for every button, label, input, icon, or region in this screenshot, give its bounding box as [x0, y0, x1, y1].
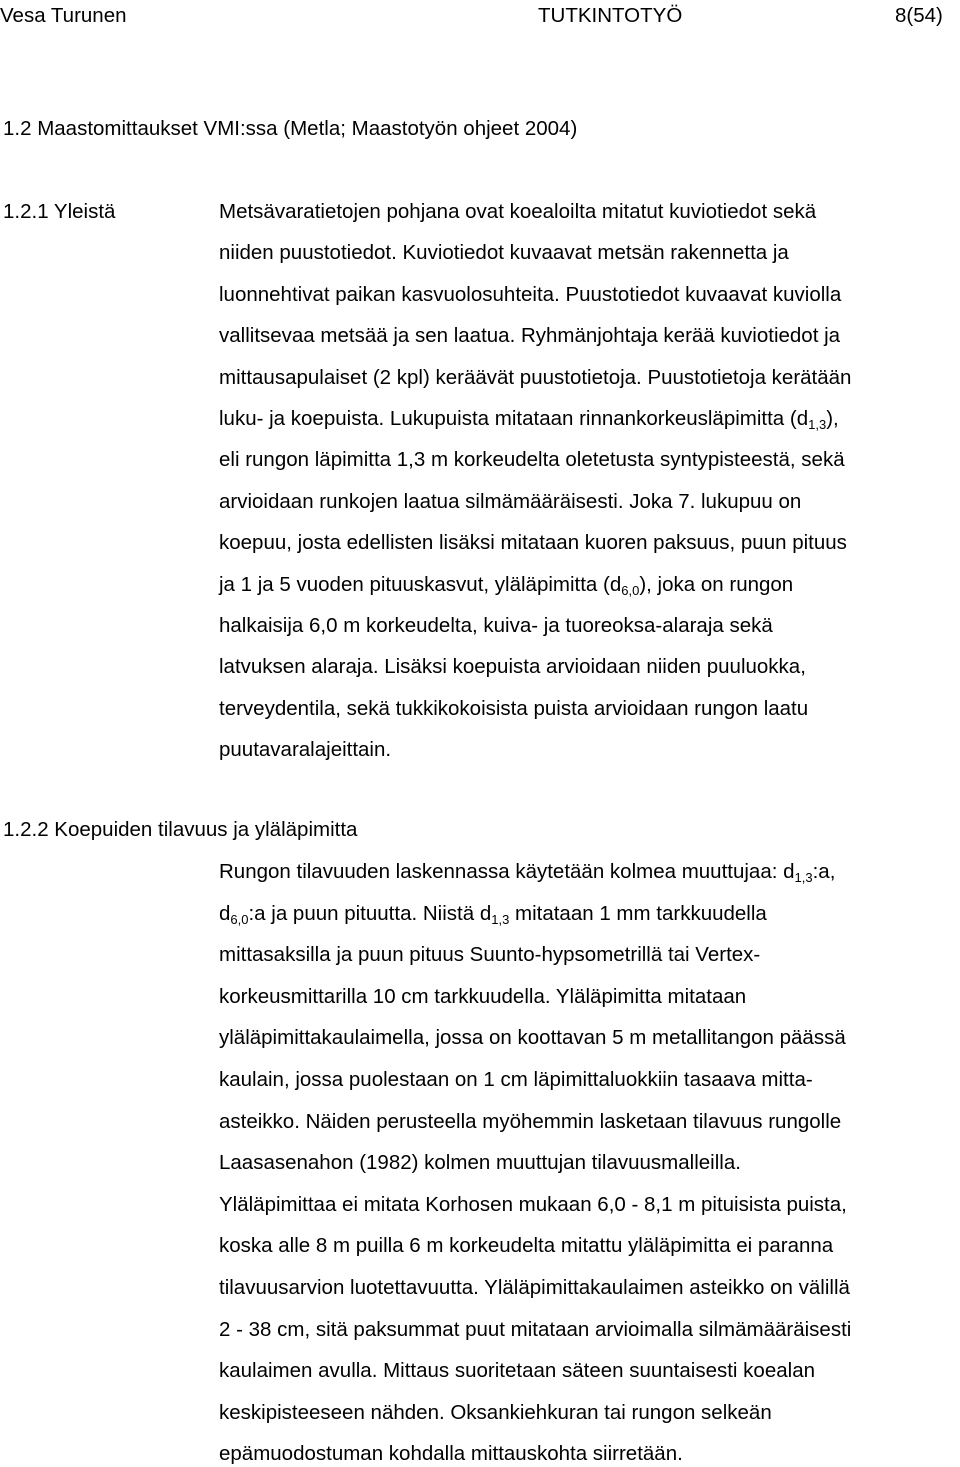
- text-line: vallitsevaa metsää ja sen laatua. Ryhmänjohtaja kerää kuviotiedot ja: [219, 324, 841, 348]
- text-segment: d: [219, 901, 231, 925]
- document-title: TUTKINTOTYÖ: [538, 4, 683, 27]
- text-line: niiden puustotiedot. Kuviotiedot kuvaavat metsän rakennetta ja: [219, 241, 789, 265]
- text-line: halkaisija 6,0 m korkeudelta, kuiva- ja tuoreoksa-alaraja sekä: [219, 614, 773, 637]
- text-segment: ), joka on rungon: [639, 572, 794, 596]
- text-line: Laasasenahon (1982) kolmen muuttujan tilavuusmalleilla.: [219, 1151, 741, 1175]
- subscript: 1,3: [794, 870, 813, 885]
- text-line: [219, 573, 793, 597]
- page-number: 8(54): [895, 4, 943, 27]
- text-line: yläläpimittakaulaimella, jossa on koottavan 5 m metallitangon päässä: [219, 1026, 846, 1050]
- text-line: arvioidaan runkojen laatua silmämääräisesti. Joka 7. lukupuu on: [219, 489, 802, 513]
- text-segment: mitataan 1 mm tarkkuudella: [509, 901, 767, 925]
- text-line: [219, 902, 767, 926]
- text-line: [219, 860, 835, 884]
- section-number-1-2-1: 1.2.1 Yleistä: [3, 200, 116, 223]
- text-line: epämuodostuman kohdalla mittauskohta siirretään.: [219, 1442, 683, 1466]
- subscript: 6,0: [621, 582, 640, 598]
- subscript: 1,3: [491, 911, 510, 927]
- text-segment: :a ja puun pituutta. Niistä d: [248, 901, 492, 925]
- text-line: keskipisteeseen nähden. Oksankiehkuran tai rungon selkeän: [219, 1400, 772, 1424]
- text-line: latvuksen alaraja. Lisäksi koepuista arvioidaan niiden puuluokka,: [219, 655, 806, 679]
- text-segment: ),: [826, 407, 839, 430]
- text-line: tilavuusarvion luotettavuutta. Yläläpimittakaulaimen asteikko on välillä: [219, 1276, 850, 1299]
- text-line: eli rungon läpimitta 1,3 m korkeudelta oletetusta syntypisteestä, sekä: [219, 448, 845, 472]
- text-line: asteikko. Näiden perusteella myöhemmin lasketaan tilavuus rungolle: [219, 1109, 842, 1133]
- text-segment: luku- ja koepuista. Lukupuista mitataan rinnankorkeusläpimitta (d: [219, 407, 809, 430]
- text-line: puutavaralajeittain.: [219, 738, 392, 762]
- section-heading-1-2: 1.2 Maastomittaukset VMI:ssa (Metla; Maastotyön ohjeet 2004): [3, 117, 578, 140]
- text-line: Yläläpimittaa ei mitata Korhosen mukaan 6,0 - 8,1 m pituisista puista,: [219, 1192, 847, 1216]
- text-line: mittasaksilla ja puun pituus Suunto-hypsometrillä tai Vertex-: [219, 943, 761, 967]
- text-line: koska alle 8 m puilla 6 m korkeudelta mitattu yläläpimitta ei paranna: [219, 1234, 834, 1258]
- author-name: Vesa Turunen: [0, 4, 127, 27]
- text-segment: Rungon tilavuuden laskennassa käytetään kolmea muuttujaa: d: [219, 860, 795, 883]
- text-line: mittausapulaiset (2 kpl) keräävät puustotietoja. Puustotietoja kerätään: [219, 365, 852, 389]
- section-heading-1-2-2: 1.2.2 Koepuiden tilavuus ja yläläpimitta: [3, 818, 358, 841]
- text-line: kaulain, jossa puolestaan on 1 cm läpimittaluokkiin tasaava mitta-: [219, 1068, 813, 1091]
- text-line: [219, 407, 839, 431]
- text-line: kaulaimen avulla. Mittaus suoritetaan säteen suuntaisesti koealan: [219, 1359, 815, 1383]
- subscript: 6,0: [230, 911, 249, 927]
- text-segment: ja 1 ja 5 vuoden pituuskasvut, yläläpimitta (d: [219, 572, 622, 596]
- text-segment: :a,: [812, 860, 836, 883]
- text-line: 2 - 38 cm, sitä paksummat puut mitataan arvioimalla silmämääräisesti: [219, 1317, 852, 1341]
- text-line: korkeusmittarilla 10 cm tarkkuudella. Yläläpimitta mitataan: [219, 984, 747, 1008]
- text-line: koepuu, josta edellisten lisäksi mitataan kuoren paksuus, puun pituus: [219, 531, 847, 555]
- subscript: 1,3: [808, 417, 827, 432]
- text-line: Metsävaratietojen pohjana ovat koealoilta mitatut kuviotiedot sekä: [219, 200, 817, 223]
- text-line: luonnehtivat paikan kasvuolosuhteita. Puustotiedot kuvaavat kuviolla: [219, 282, 842, 306]
- text-line: terveydentila, sekä tukkikokoisista puista arvioidaan rungon laatu: [219, 696, 809, 720]
